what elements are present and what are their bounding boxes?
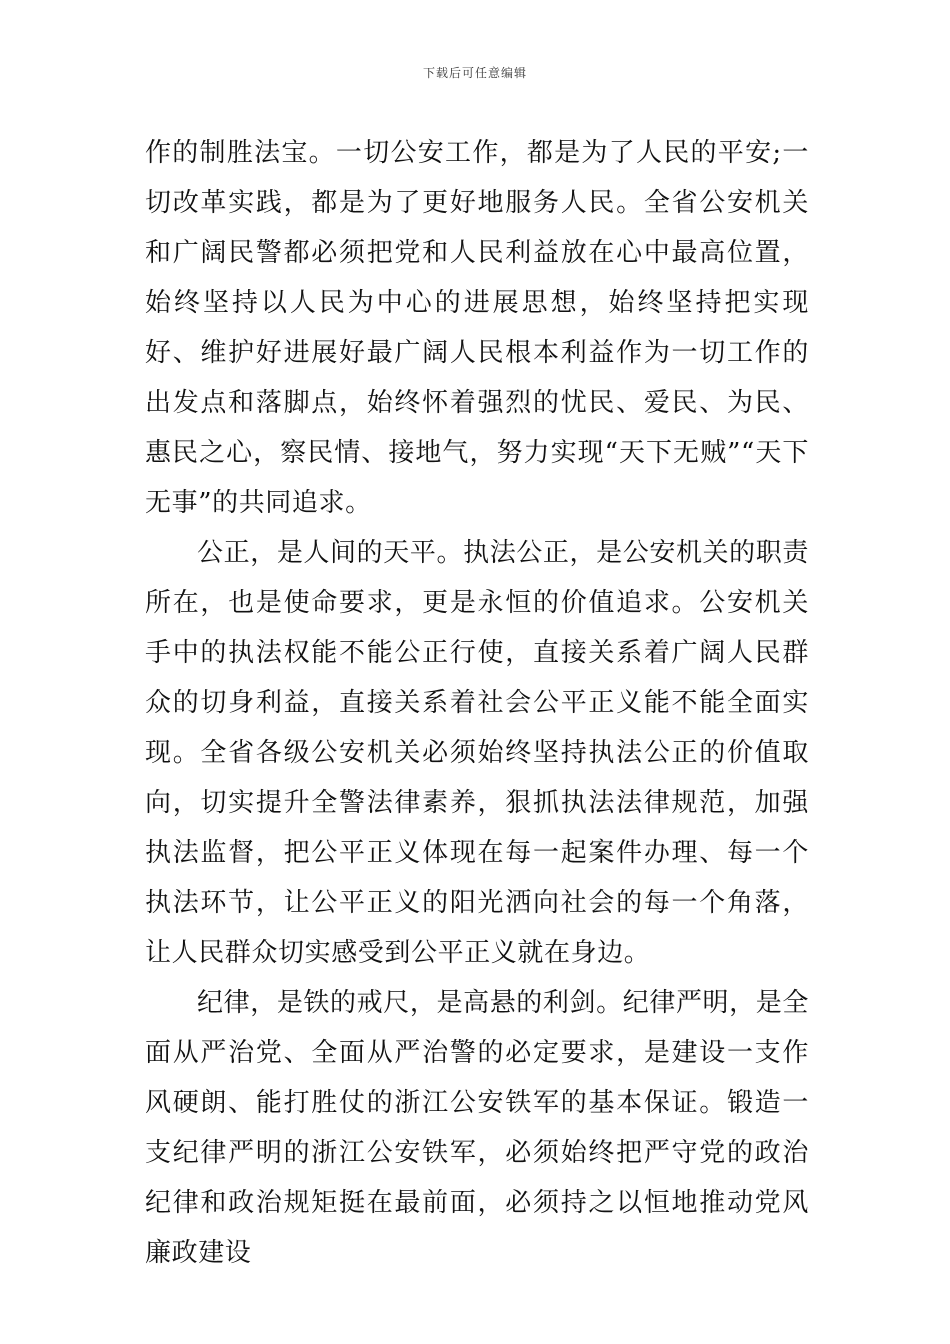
paragraph-3: 纪律，是铁的戒尺，是高悬的利剑。纪律严明，是全面从严治党、全面从严治警的必定要求，是建设一支作风硬朗、能打胜仗的浙江公安铁军的基本保证。锻造一支纪律严明的浙江公安铁军，必须始终把严守党的政治纪律和政治规矩挺在最前面，必须持之以恒地推动党风廉政建设 (145, 988, 809, 1268)
document-body (145, 128, 809, 1278)
paragraph-1: 作的制胜法宝。一切公安工作，都是为了人民的平安;一切改革实践，都是为了更好地服务人民。全省公安机关和广阔民警都必须把党和人民利益放在心中最高位置，始终坚持以人民为中心的进展思想，始终坚持把实现好、维护好进展好最广阔人民根本利益作为一切工作的出发点和落脚点，始终怀着强烈的忧民、爱民、为民、惠民之心，察民情、接地气，努力实现“天下无贼”“天下无事”的共同追求。 (145, 138, 809, 518)
page-header: 下载后可任意编辑 (422, 66, 527, 80)
paragraph-2: 公正，是人间的天平。执法公正，是公安机关的职责所在，也是使命要求，更是永恒的价值追求。公安机关手中的执法权能不能公正行使，直接关系着广阔人民群众的切身利益，直接关系着社会公平正义能不能全面实现。全省各级公安机关必须始终坚持执法公正的价值取向，切实提升全警法律素养，狠抓执法法律规范，加强执法监督，把公平正义体现在每一起案件办理、每一个执法环节，让公平正义的阳光洒向社会的每一个角落，让人民群众切实感受到公平正义就在身边。 (145, 538, 809, 968)
